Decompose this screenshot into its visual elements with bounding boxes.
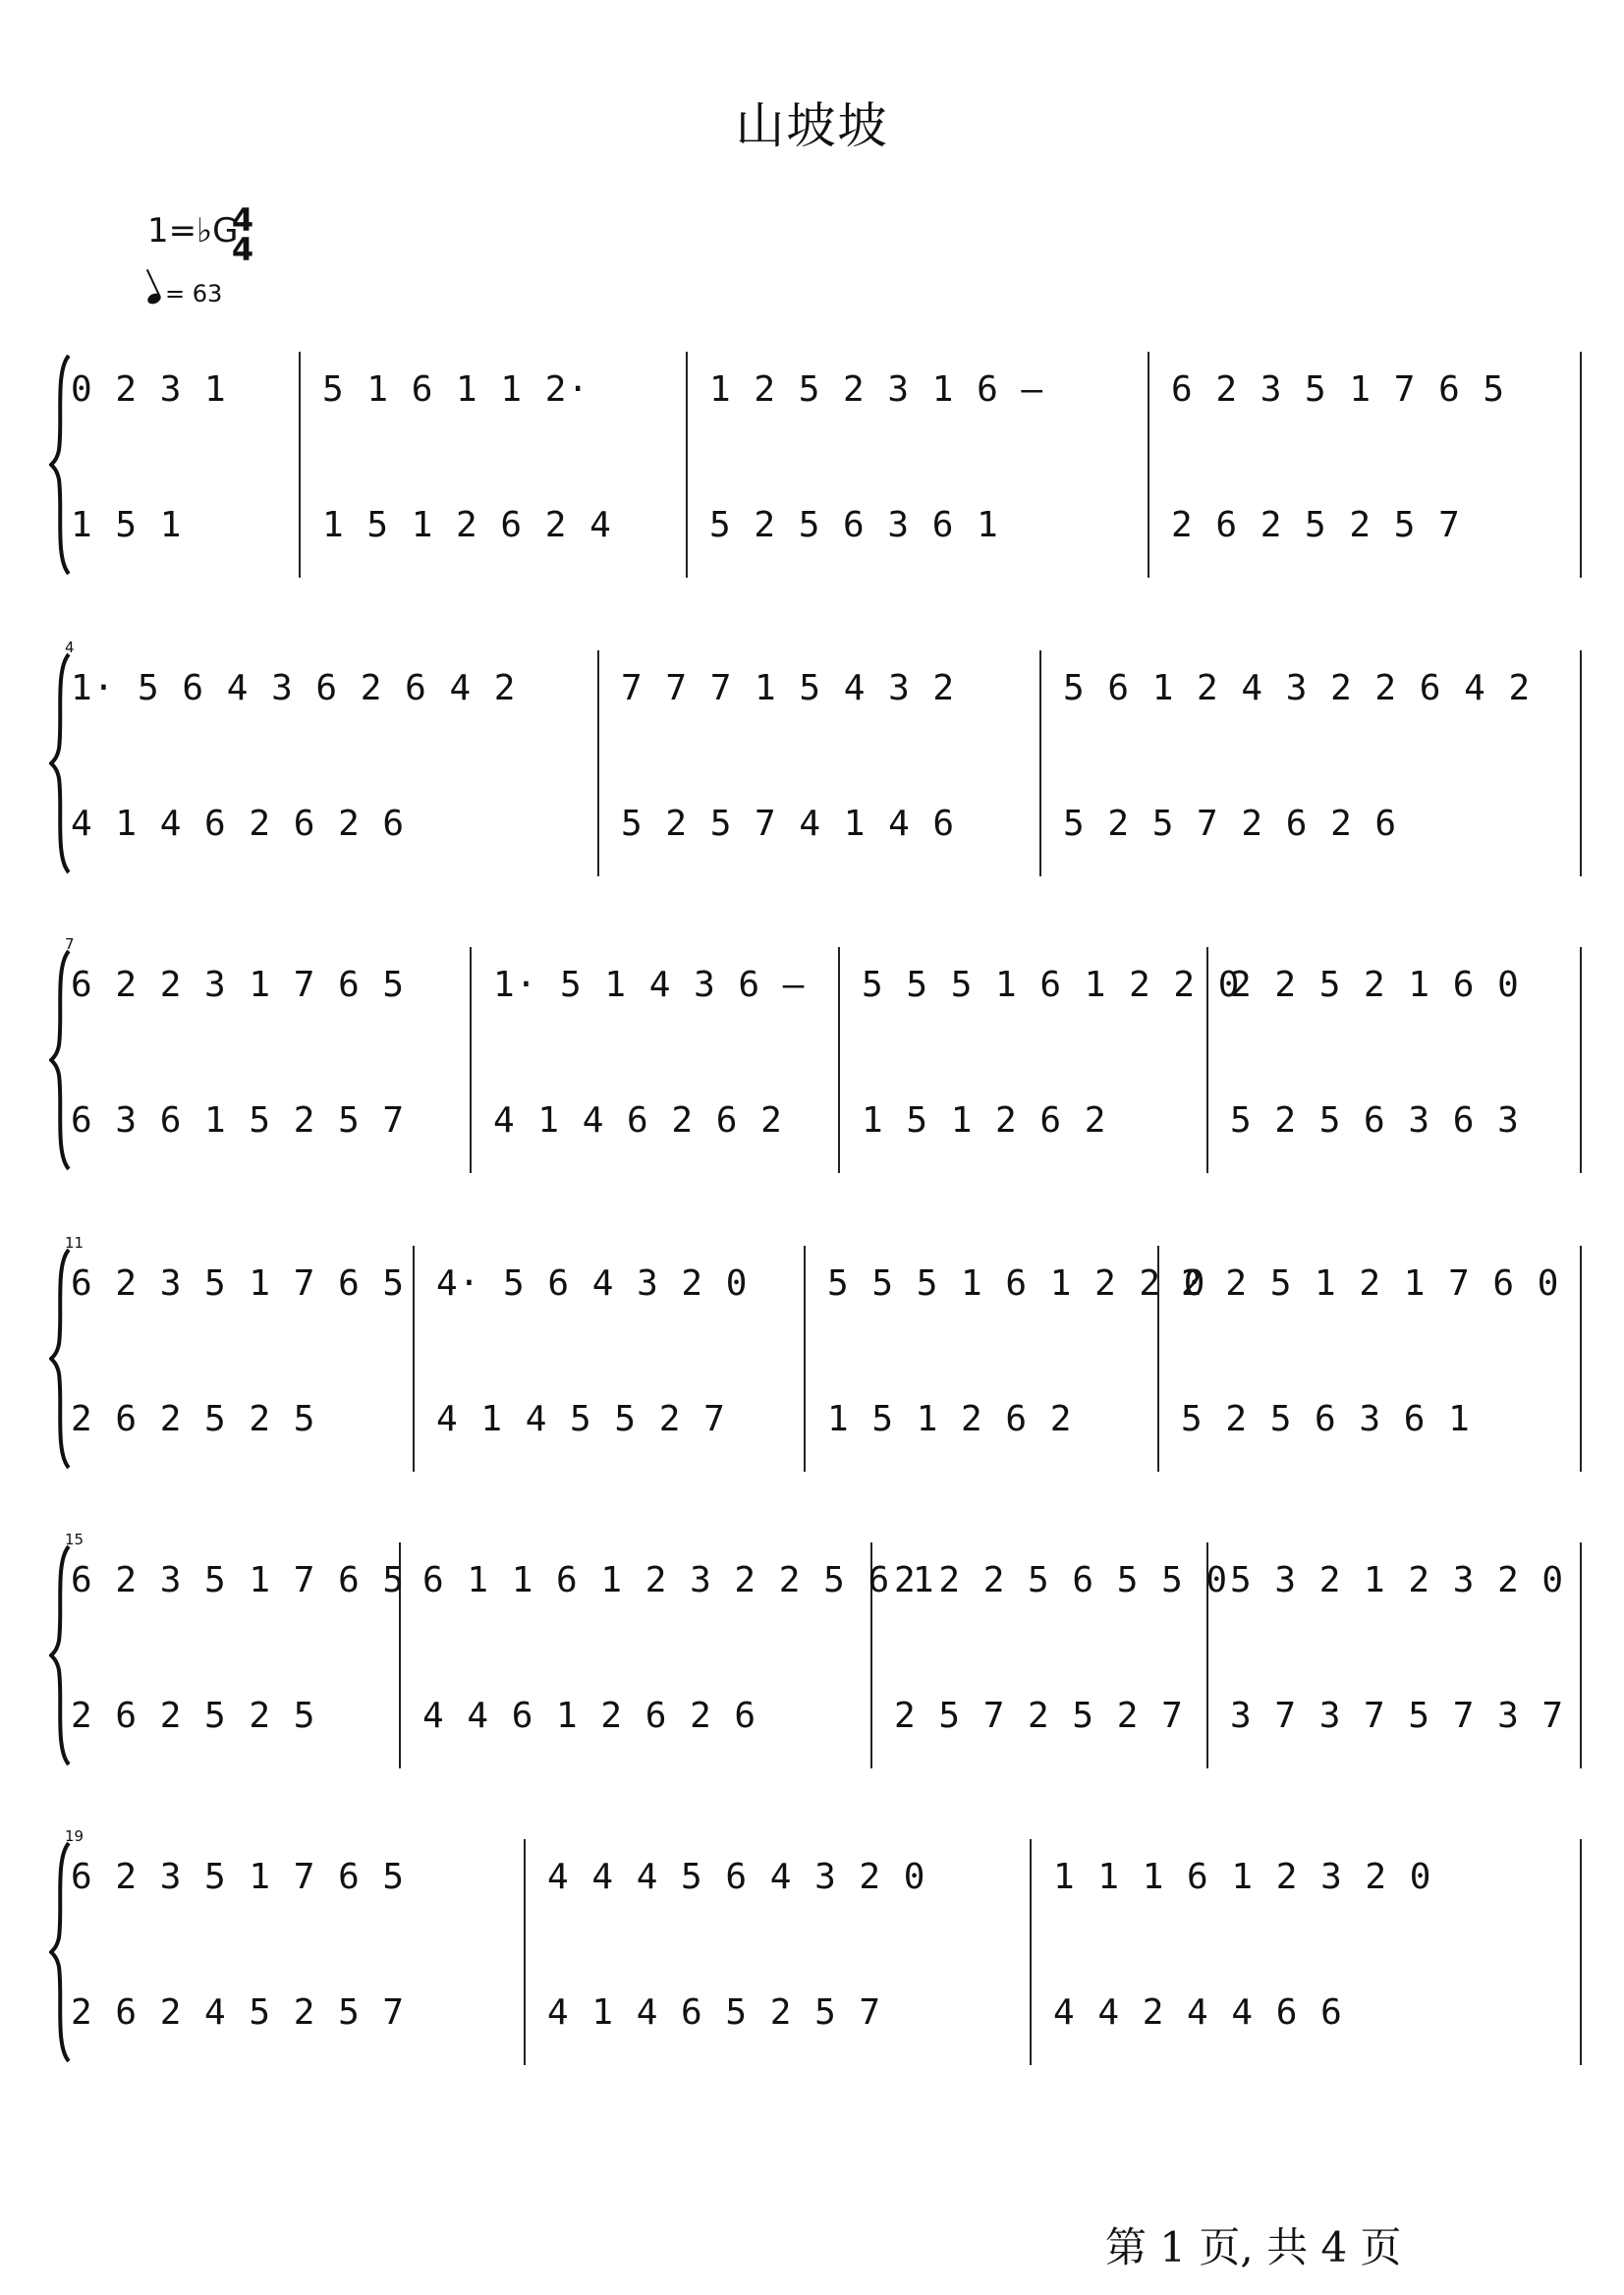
measure — [49, 352, 301, 578]
measure — [599, 650, 1041, 876]
system — [49, 639, 1587, 876]
bass-notes: 5 2 5 7 4 1 4 6 — [621, 804, 1036, 844]
measure — [1159, 1246, 1582, 1472]
bass-notes: 5 2 5 7 2 6 2 6 — [1063, 804, 1576, 844]
bass-notes: 5 2 5 6 3 6 1 — [709, 505, 1144, 545]
treble-notes: 6 1 1 6 1 2 3 2 2 5 6 1 — [422, 1560, 935, 1600]
treble-notes: 6 2 3 5 1 7 6 5 — [71, 1560, 406, 1600]
treble-notes: 4 4 4 5 6 4 3 2 0 — [547, 1857, 1026, 1897]
treble-notes: 5 6 1 2 4 3 2 2 6 4 2 — [1063, 668, 1576, 708]
system — [49, 1531, 1587, 1768]
bass-notes: 1 5 1 — [71, 505, 295, 545]
treble-notes: 6 2 2 3 1 7 6 5 — [71, 965, 466, 1005]
measure — [688, 352, 1149, 578]
key-signature: 1=♭G — [147, 211, 239, 251]
treble-notes: 2 2 5 1 2 1 7 6 0 — [1181, 1263, 1576, 1304]
treble-notes: 7 7 7 1 5 4 3 2 — [621, 668, 1036, 708]
measure — [1149, 352, 1582, 578]
time-signature-bottom: 4 — [231, 231, 254, 268]
bass-notes: 1 5 1 2 6 2 4 — [322, 505, 682, 545]
bass-notes: 5 2 5 6 3 6 3 — [1230, 1100, 1576, 1141]
measure — [840, 947, 1241, 1173]
bass-notes: 2 6 2 5 2 5 — [71, 1696, 395, 1736]
bass-notes: 4 4 2 4 4 6 6 — [1053, 1992, 1576, 2033]
treble-notes: 1· 5 6 4 3 6 2 6 4 2 — [71, 668, 593, 708]
bass-notes: 1 5 1 2 6 2 — [862, 1100, 1203, 1141]
system — [49, 352, 1587, 578]
treble-notes: 5 3 2 1 2 3 2 0 — [1230, 1560, 1576, 1600]
measure — [1208, 947, 1582, 1173]
treble-notes: 1 2 5 2 3 1 6 – — [709, 369, 1144, 410]
measure — [1032, 1839, 1582, 2065]
treble-notes: 1· 5 1 4 3 6 – — [493, 965, 834, 1005]
system — [49, 1234, 1587, 1472]
treble-notes: 2 2 5 2 1 6 0 — [1230, 965, 1576, 1005]
measure-number: 15 — [65, 1531, 84, 1548]
treble-notes: 2 2 2 5 6 5 5 0 — [894, 1560, 1229, 1600]
system — [49, 935, 1587, 1173]
measure-number: 11 — [65, 1234, 84, 1252]
measure — [49, 1246, 415, 1472]
song-title: 山坡坡 — [735, 97, 889, 154]
bass-notes: 1 5 1 2 6 2 — [827, 1399, 1153, 1439]
treble-notes: 5 5 5 1 6 1 2 2 0 — [862, 965, 1241, 1005]
measure — [872, 1542, 1229, 1768]
measure-number: 4 — [65, 639, 75, 656]
measure — [49, 1839, 526, 2065]
bass-notes: 4 1 4 6 2 6 2 6 — [71, 804, 593, 844]
measure — [49, 650, 599, 876]
treble-notes: 5 1 6 1 1 2· — [322, 369, 682, 410]
measure — [401, 1542, 935, 1768]
bass-notes: 4 4 6 1 2 6 2 6 — [422, 1696, 867, 1736]
treble-notes: 6 2 3 5 1 7 6 5 — [71, 1263, 409, 1304]
time-signature — [228, 201, 257, 268]
measure — [806, 1246, 1206, 1472]
measure — [49, 947, 472, 1173]
measure — [1041, 650, 1582, 876]
bass-notes: 4 1 4 5 5 2 7 — [436, 1399, 800, 1439]
measure-number: 7 — [65, 935, 75, 953]
treble-notes: 6 2 3 5 1 7 6 5 — [1171, 369, 1576, 410]
treble-notes: 5 5 5 1 6 1 2 2 0 — [827, 1263, 1206, 1304]
measure — [526, 1839, 1032, 2065]
measure-number: 19 — [65, 1827, 84, 1845]
treble-notes: 4· 5 6 4 3 2 0 — [436, 1263, 800, 1304]
page-footer: 第 1 页, 共 4 页 — [1105, 2223, 1402, 2271]
quarter-note-icon — [146, 292, 163, 307]
measure — [301, 352, 688, 578]
time-signature-top: 4 — [231, 201, 254, 239]
treble-notes: 6 2 3 5 1 7 6 5 — [71, 1857, 520, 1897]
bass-notes: 2 5 7 2 5 2 7 — [894, 1696, 1203, 1736]
measure — [415, 1246, 806, 1472]
measure — [49, 1542, 406, 1768]
tempo-value: = 63 — [165, 280, 223, 308]
bass-notes: 6 3 6 1 5 2 5 7 — [71, 1100, 466, 1141]
system — [49, 1827, 1587, 2065]
bass-notes: 3 7 3 7 5 7 3 7 — [1230, 1696, 1576, 1736]
treble-notes: 1 1 1 6 1 2 3 2 0 — [1053, 1857, 1576, 1897]
treble-notes: 0 2 3 1 — [71, 369, 295, 410]
tempo-marking — [147, 280, 222, 308]
score-header — [147, 201, 344, 319]
bass-notes: 2 6 2 5 2 5 7 — [1171, 505, 1576, 545]
bass-notes: 4 1 4 6 5 2 5 7 — [547, 1992, 1026, 2033]
bass-notes: 4 1 4 6 2 6 2 — [493, 1100, 834, 1141]
measure — [1208, 1542, 1582, 1768]
bass-notes: 2 6 2 5 2 5 — [71, 1399, 409, 1439]
measure — [472, 947, 840, 1173]
bass-notes: 2 6 2 4 5 2 5 7 — [71, 1992, 520, 2033]
bass-notes: 5 2 5 6 3 6 1 — [1181, 1399, 1576, 1439]
